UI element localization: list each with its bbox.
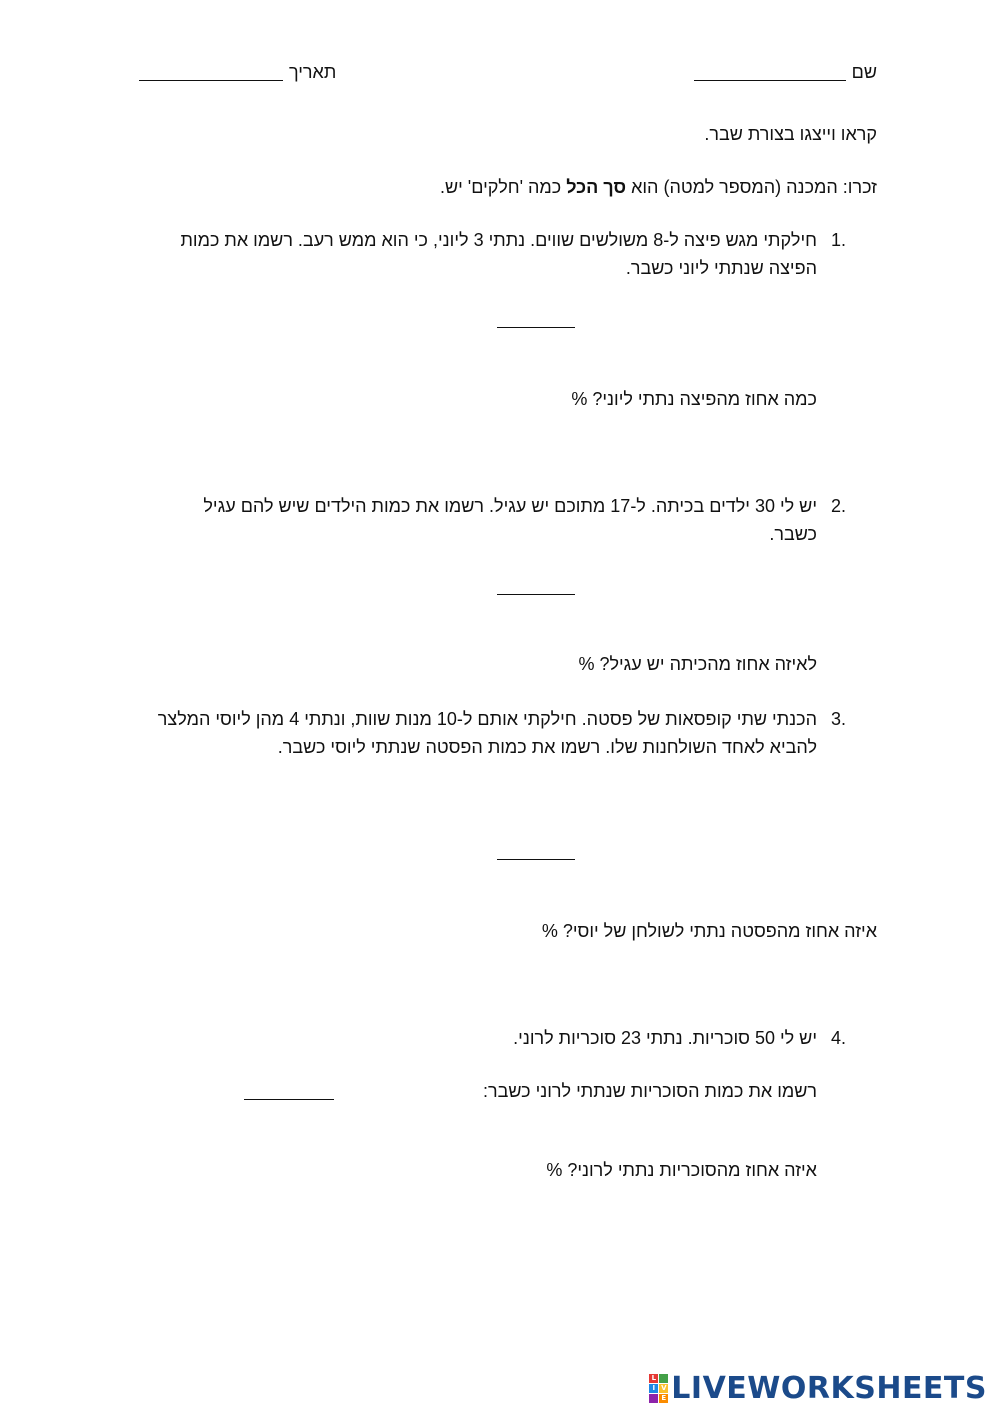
question-4-number: 4.	[831, 1028, 847, 1048]
logo-mark-icon	[649, 1374, 668, 1403]
question-1-number: 1.	[831, 230, 847, 250]
question-3-text-line-1: הכנתי שתי קופסאות של פסטה. חילקתי אותם ל-10 מנות שוות, ונתתי 4 מהן ליוסי המלצר	[157, 709, 817, 729]
logo-text: LIVEWORKSHEETS	[671, 1370, 987, 1406]
liveworksheets-logo	[649, 1371, 987, 1405]
name-label: שם	[851, 62, 877, 82]
question-2-text-line-2: כשבר.	[769, 524, 817, 544]
question-1-percent-question: כמה אחוז מהפיצה נתתי ליוני? %	[571, 389, 817, 409]
instruction-bold: סך הכל	[566, 177, 627, 197]
instruction-prefix: זכרו: המכנה (המספר למטה) הוא	[626, 177, 877, 197]
question-2-answer-line[interactable]	[497, 594, 575, 595]
question-1-answer-line[interactable]	[497, 327, 575, 328]
logo-tile	[659, 1374, 668, 1383]
logo-tile	[649, 1394, 658, 1403]
question-3-text-line-2: להביא לאחד השולחנות שלו. רשמו את כמות הפסטה שנתתי ליוסי כשבר.	[277, 737, 817, 757]
question-4-percent-question: איזה אחוז מהסוכריות נתתי לרוני? %	[546, 1160, 817, 1180]
logo-tile: E	[659, 1394, 668, 1403]
question-4-text: יש לי 50 סוכריות. נתתי 23 סוכריות לרוני.	[513, 1028, 817, 1048]
question-1-text-line-1: חילקתי מגש פיצה ל-8 משולשים שווים. נתתי 3 ליוני, כי הוא ממש רעב. רשמו את כמות	[180, 230, 817, 250]
logo-tile: I	[649, 1384, 658, 1393]
date-field[interactable]	[139, 80, 283, 81]
date-label: תאריך	[289, 62, 337, 82]
question-1-text	[180, 226, 817, 282]
instruction-line-2	[440, 177, 877, 198]
question-2-number: 2.	[831, 496, 847, 516]
logo-tile: V	[661, 1383, 667, 1392]
instruction-suffix: כמה 'חלקים' יש.	[439, 177, 567, 197]
question-2-text	[203, 492, 817, 548]
question-3-answer-line[interactable]	[497, 859, 575, 860]
question-4-fraction-prompt: רשמו את כמות הסוכריות שנתתי לרוני כשבר:	[482, 1081, 817, 1101]
question-4-answer-line[interactable]	[244, 1099, 334, 1100]
question-3-percent-question: איזה אחוז מהפסטה נתתי לשולחן של יוסי? %	[541, 921, 877, 941]
question-2-percent-question: לאיזה אחוז מהכיתה יש עגיל? %	[578, 654, 817, 674]
name-field[interactable]	[694, 80, 846, 81]
instruction-line-1: קראו וייצגו בצורת שבר.	[704, 124, 877, 144]
question-3-number: 3.	[831, 709, 847, 729]
question-2-text-line-1: יש לי 30 ילדים בכיתה. ל-17 מתוכם יש עגיל. רשמו את כמות הילדים שיש להם עגיל	[203, 496, 817, 516]
question-3-text	[158, 705, 817, 761]
logo-tile: L	[649, 1374, 658, 1383]
question-1-text-line-2: הפיצה שנתתי ליוני כשבר.	[625, 258, 817, 278]
